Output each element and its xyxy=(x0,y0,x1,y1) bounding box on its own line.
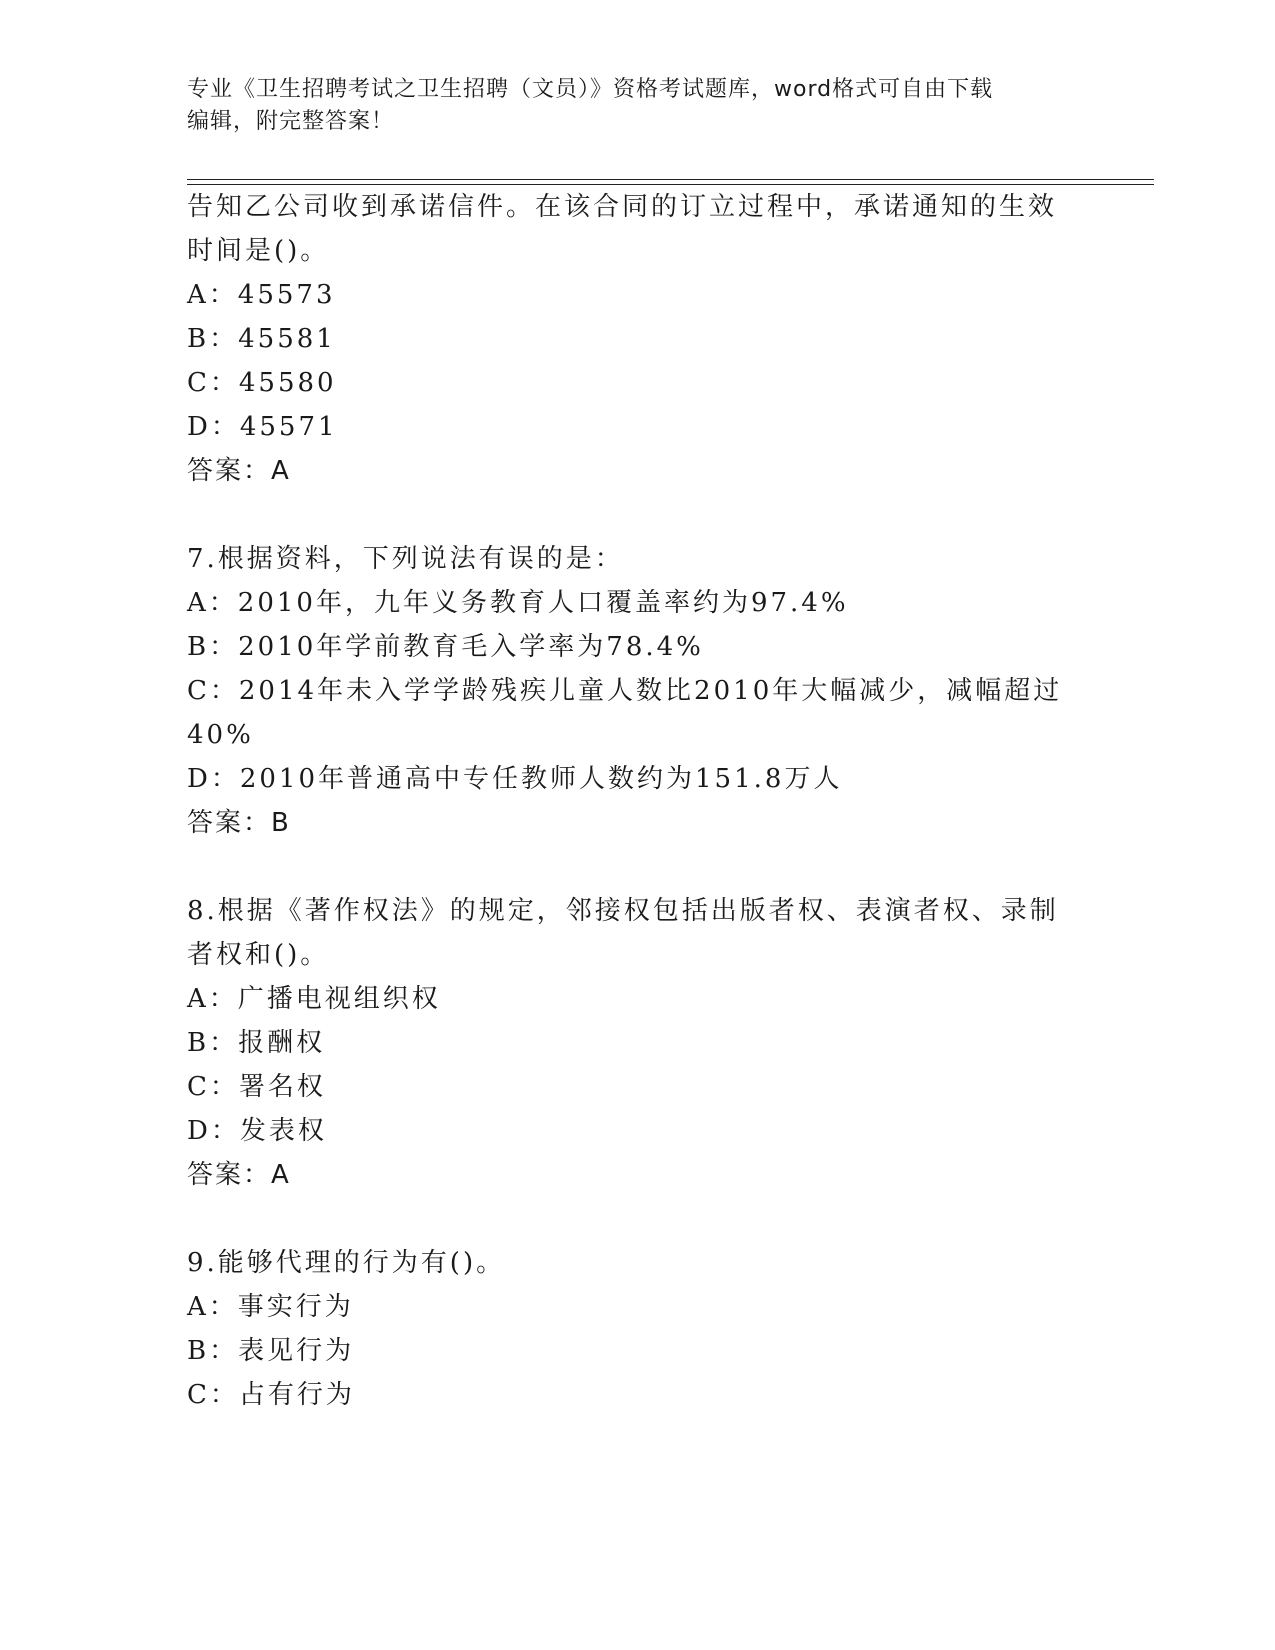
q7-stem: 7.根据资料，下列说法有误的是： xyxy=(187,544,624,574)
q7-option-b: B：2010年学前教育毛入学率为78.4% xyxy=(187,632,704,662)
q8-stem-line-2: 者权和()。 xyxy=(187,940,330,970)
q9-option-a: A：事实行为 xyxy=(187,1292,354,1322)
header-divider-bottom xyxy=(187,184,1154,185)
q7-option-c: C：2014年未入学学龄残疾儿童人数比2010年大幅减少，减幅超过 xyxy=(187,676,1063,706)
q8-stem-line-1: 8.根据《著作权法》的规定，邻接权包括出版者权、表演者权、录制 xyxy=(187,896,1059,926)
q6-stem-line-1: 告知乙公司收到承诺信件。在该合同的订立过程中，承诺通知的生效 xyxy=(187,192,1058,222)
q6-option-d: D：45571 xyxy=(187,412,338,442)
q7-option-c-continued: 40% xyxy=(187,720,254,750)
header-divider-top xyxy=(187,179,1154,180)
q8-option-d: D：发表权 xyxy=(187,1116,327,1146)
q7-answer: 答案：B xyxy=(187,808,291,838)
q6-option-a: A：45573 xyxy=(187,280,336,310)
q6-option-c: C：45580 xyxy=(187,368,337,398)
document-header xyxy=(187,74,1087,138)
q9-option-b: B：表见行为 xyxy=(187,1336,355,1366)
q9-option-c: C：占有行为 xyxy=(187,1380,355,1410)
header-line-2: 编辑，附完整答案！ xyxy=(187,109,395,134)
q6-stem-line-2: 时间是()。 xyxy=(187,236,330,266)
q9-stem: 9.能够代理的行为有()。 xyxy=(187,1248,506,1278)
q8-option-a: A：广播电视组织权 xyxy=(187,984,441,1014)
q8-option-b: B：报酬权 xyxy=(187,1028,326,1058)
q8-answer: 答案：A xyxy=(187,1160,291,1190)
q8-option-c: C：署名权 xyxy=(187,1072,326,1102)
header-line-1: 专业《卫生招聘考试之卫生招聘（文员）》资格考试题库，word格式可自由下载 xyxy=(187,77,994,102)
q7-option-d: D：2010年普通高中专任教师人数约为151.8万人 xyxy=(187,764,843,794)
q7-option-a: A：2010年，九年义务教育人口覆盖率约为97.4% xyxy=(187,588,849,618)
q6-option-b: B：45581 xyxy=(187,324,336,354)
q6-answer: 答案：A xyxy=(187,456,291,486)
